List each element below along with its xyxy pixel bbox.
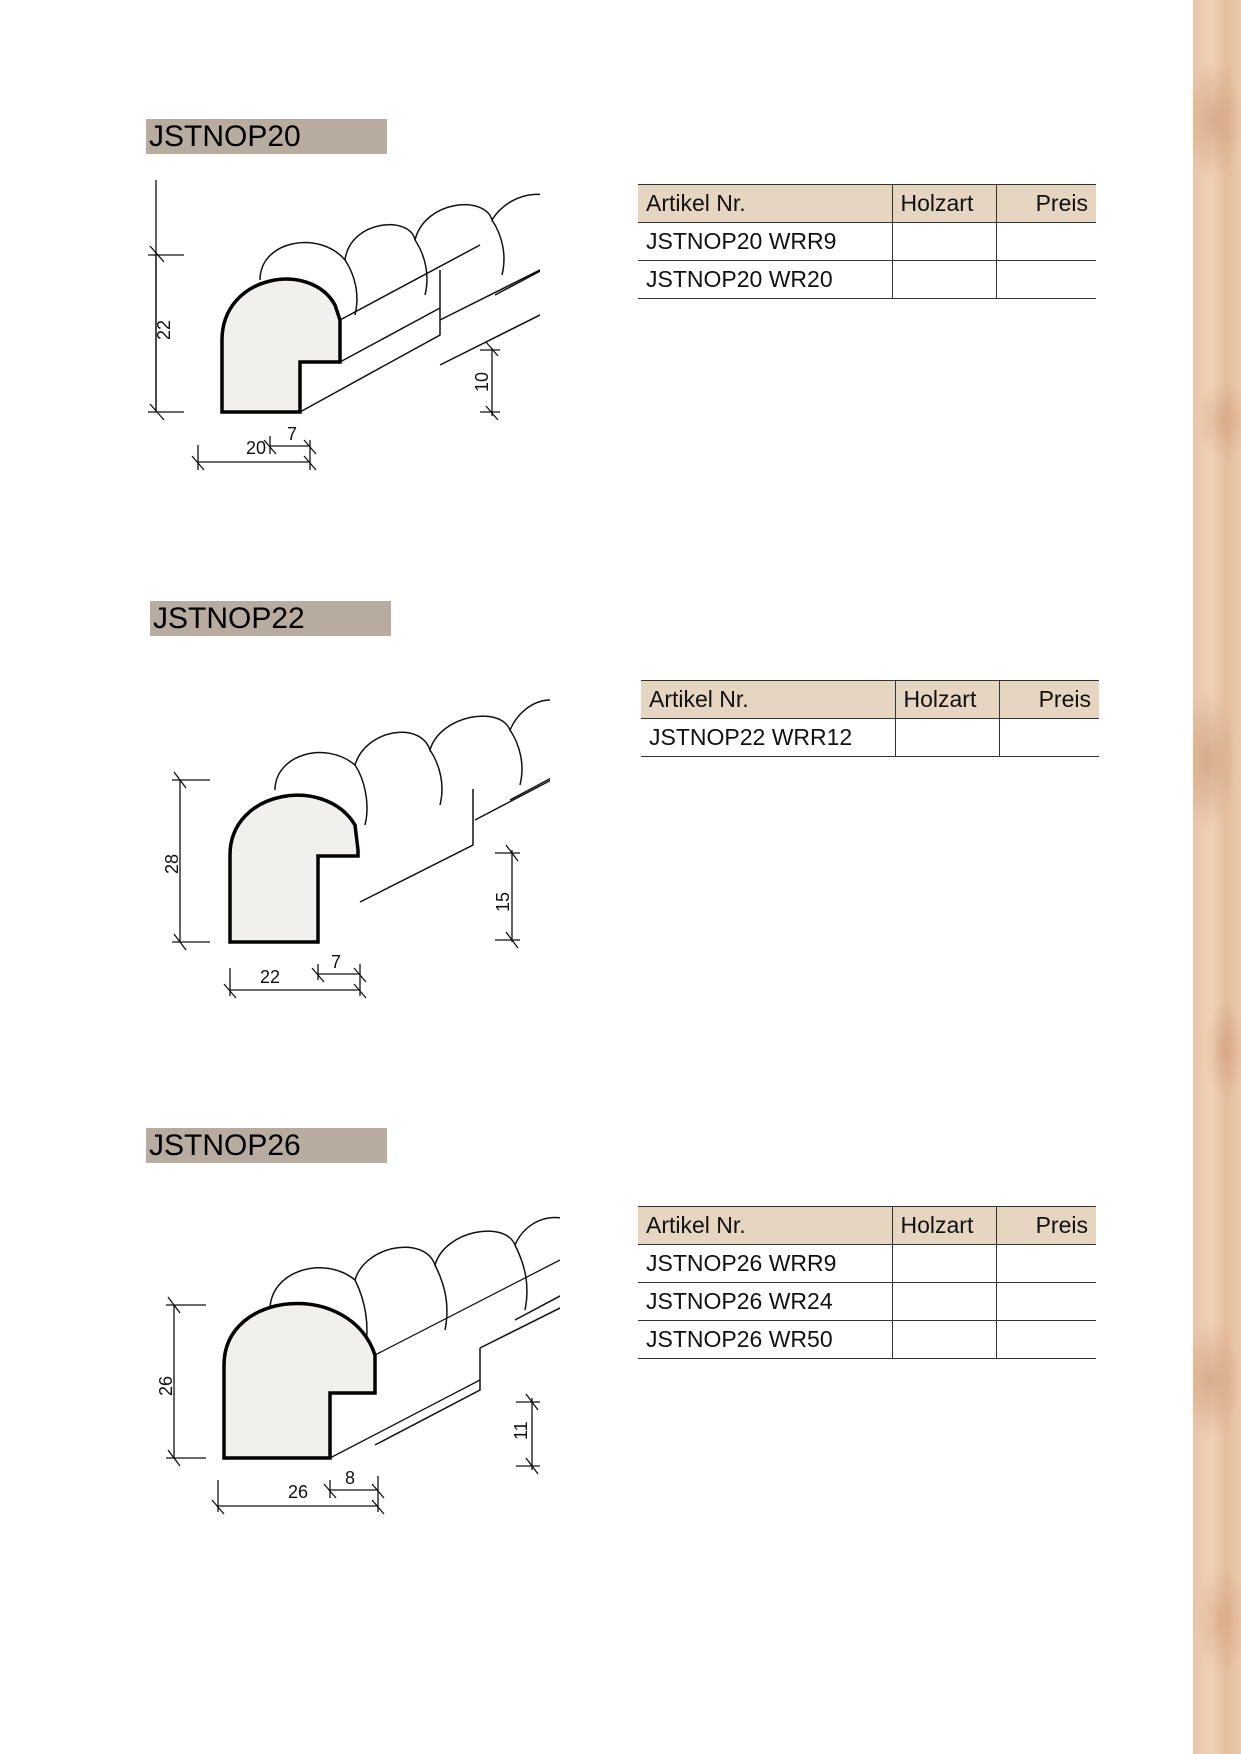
header-holzart: Holzart [895,681,999,719]
table-row [641,719,1099,757]
dim-step: 8 [345,1468,356,1488]
cell-artikel: JSTNOP26 WRR9 [638,1245,892,1283]
dim-width: 26 [288,1482,309,1502]
product-title: JSTNOP26 [146,1128,387,1163]
cell-holzart [892,1283,996,1321]
cell-preis [996,261,1096,299]
dim-rear: 11 [511,1421,531,1440]
cell-preis [999,719,1099,757]
dim-height: 26 [156,1375,176,1396]
table-row [638,1283,1096,1321]
cell-preis [996,1321,1096,1359]
dim-rear: 15 [493,891,513,912]
cell-preis [996,1283,1096,1321]
table-row [638,261,1096,299]
header-artikel: Artikel Nr. [641,681,895,719]
cell-preis [996,223,1096,261]
profile-drawing [150,680,550,1010]
dim-rear: 10 [472,371,492,392]
profile-drawing [140,1200,560,1530]
cell-holzart [892,1245,996,1283]
header-holzart: Holzart [892,185,996,223]
cell-artikel: JSTNOP26 WR50 [638,1321,892,1359]
cell-holzart [895,719,999,757]
dim-step: 7 [331,952,342,972]
cell-preis [996,1245,1096,1283]
header-artikel: Artikel Nr. [638,1207,892,1245]
dim-step: 7 [287,424,298,444]
dim-width: 22 [260,967,281,987]
article-table [638,1206,1096,1359]
cell-holzart [892,261,996,299]
table-header-row [638,185,1096,223]
cell-holzart [892,223,996,261]
header-preis: Preis [996,1207,1096,1245]
table-header-row [641,681,1099,719]
article-table [638,184,1096,299]
product-title: JSTNOP20 [146,119,387,154]
product-title: JSTNOP22 [150,601,391,636]
article-table [641,680,1099,757]
header-preis: Preis [999,681,1099,719]
header-preis: Preis [996,185,1096,223]
table-row [638,223,1096,261]
wood-texture-strip [1193,0,1241,1754]
cell-artikel: JSTNOP20 WRR9 [638,223,892,261]
profile-drawing [140,180,540,480]
table-row [638,1245,1096,1283]
header-holzart: Holzart [892,1207,996,1245]
header-artikel: Artikel Nr. [638,185,892,223]
table-header-row [638,1207,1096,1245]
table-row [638,1321,1096,1359]
cell-artikel: JSTNOP22 WRR12 [641,719,895,757]
dim-height: 28 [162,853,182,874]
cell-artikel: JSTNOP20 WR20 [638,261,892,299]
cell-artikel: JSTNOP26 WR24 [638,1283,892,1321]
cell-holzart [892,1321,996,1359]
dim-height: 22 [154,319,174,340]
dim-width: 20 [246,438,267,458]
